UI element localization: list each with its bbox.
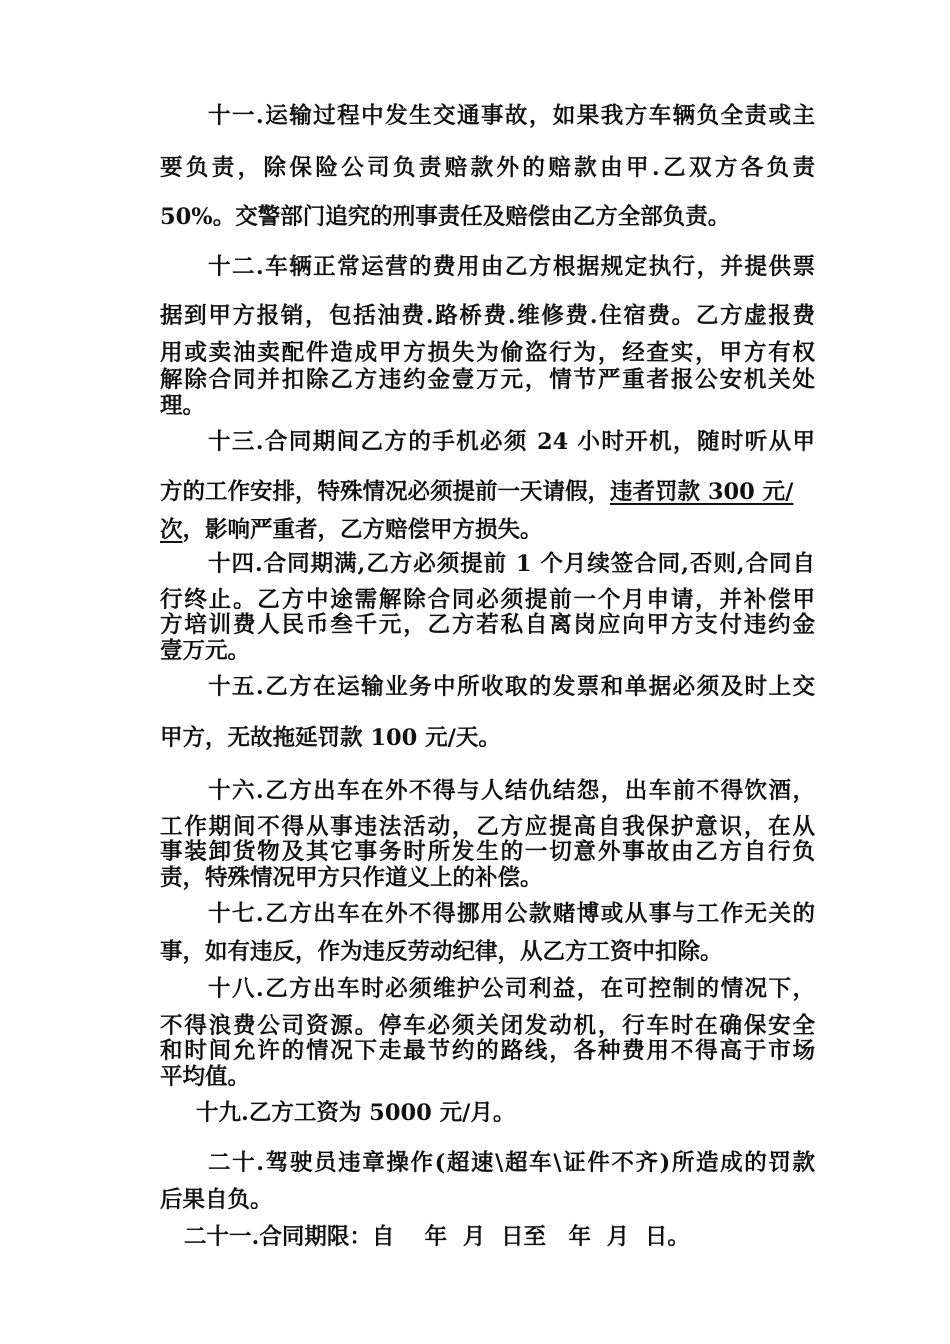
- clause-13-line-2-text: 方的工作安排，特殊情况必须提前一天请假，: [160, 479, 611, 505]
- clause-16-line-1: 十六.乙方出车在外不得与人结仇结怨，出车前不得饮酒，: [208, 778, 815, 804]
- clause-20-line-1: 二十.驾驶员违章操作(超速\超车\证件不齐)所造成的罚款: [208, 1150, 815, 1176]
- clause-15-line-2: 甲方，无故拖延罚款 100 元/天。: [160, 725, 501, 751]
- clause-12-line-3: 用或卖油卖配件造成甲方损失为偷盗行为，经查实，甲方有权: [160, 340, 815, 366]
- clause-14-line-3: 方培训费人民币叁千元，乙方若私自离岗应向甲方支付违约金: [160, 612, 815, 638]
- clause-18-line-3: 和时间允许的情况下走最节约的路线，各种费用不得高于市场: [160, 1038, 815, 1064]
- clause-21-line-1: 二十一.合同期限：自 年 月 日至 年 月 日。: [184, 1224, 690, 1250]
- clause-14-line-4: 壹万元。: [160, 638, 251, 664]
- clause-18-line-1: 十八.乙方出车时必须维护公司利益，在可控制的情况下，: [208, 976, 815, 1002]
- clause-14-line-1: 十四.合同期满,乙方必须提前 1 个月续签合同,否则,合同自: [208, 551, 815, 577]
- clause-19-line-1: 十九.乙方工资为 5000 元/月。: [196, 1100, 516, 1126]
- clause-12-line-4: 解除合同并扣除乙方违约金壹万元，情节严重者报公安机关处: [160, 367, 815, 393]
- clause-17-line-1: 十七.乙方出车在外不得挪用公款赌博或从事与工作无关的: [208, 901, 815, 927]
- clause-13-line-2: [160, 474, 793, 506]
- clause-11-line-1: 十一.运输过程中发生交通事故，如果我方车辆负全责或主: [208, 103, 815, 129]
- clause-12-line-5: 理。: [160, 393, 206, 419]
- clause-17-line-2: 事，如有违反，作为违反劳动纪律，从乙方工资中扣除。: [160, 939, 723, 965]
- clause-12-line-1: 十二.车辆正常运营的费用由乙方根据规定执行，并提供票: [208, 254, 815, 280]
- clause-12-line-2: 据到甲方报销，包括油费.路桥费.维修费.住宿费。乙方虚报费: [160, 303, 815, 329]
- clause-18-line-2: 不得浪费公司资源。停车必须关闭发动机，行车时在确保安全: [160, 1013, 815, 1039]
- clause-16-line-2: 工作期间不得从事违法活动，乙方应提高自我保护意识，在从: [160, 814, 815, 840]
- clause-13-penalty-underlined: 违者罚款 300 元/: [610, 479, 794, 505]
- clause-11-line-2: 要负责，除保险公司负责赔款外的赔款由甲.乙双方各负责: [160, 155, 815, 181]
- clause-11-line-3: 50%。交警部门追究的刑事责任及赔偿由乙方全部负责。: [160, 204, 731, 230]
- clause-18-line-4: 平均值。: [160, 1064, 251, 1090]
- clause-14-line-2: 行终止。乙方中途需解除合同必须提前一个月申请，并补偿甲: [160, 587, 815, 613]
- clause-13-line-3: [160, 512, 543, 544]
- clause-16-line-4: 责，特殊情况甲方只作道义上的补偿。: [160, 865, 543, 891]
- clause-13-line-1: 十三.合同期间乙方的手机必须 24 小时开机，随时听从甲: [208, 429, 815, 455]
- clause-13-line-3-text: ，影响严重者，乙方赔偿甲方损失。: [182, 517, 543, 543]
- clause-13-penalty-unit-underlined: 次: [160, 517, 183, 543]
- clause-20-line-2: 后果自负。: [160, 1187, 273, 1213]
- clause-15-line-1: 十五.乙方在运输业务中所收取的发票和单据必须及时上交: [208, 674, 815, 700]
- clause-16-line-3: 事装卸货物及其它事务时所发生的一切意外事故由乙方自行负: [160, 839, 815, 865]
